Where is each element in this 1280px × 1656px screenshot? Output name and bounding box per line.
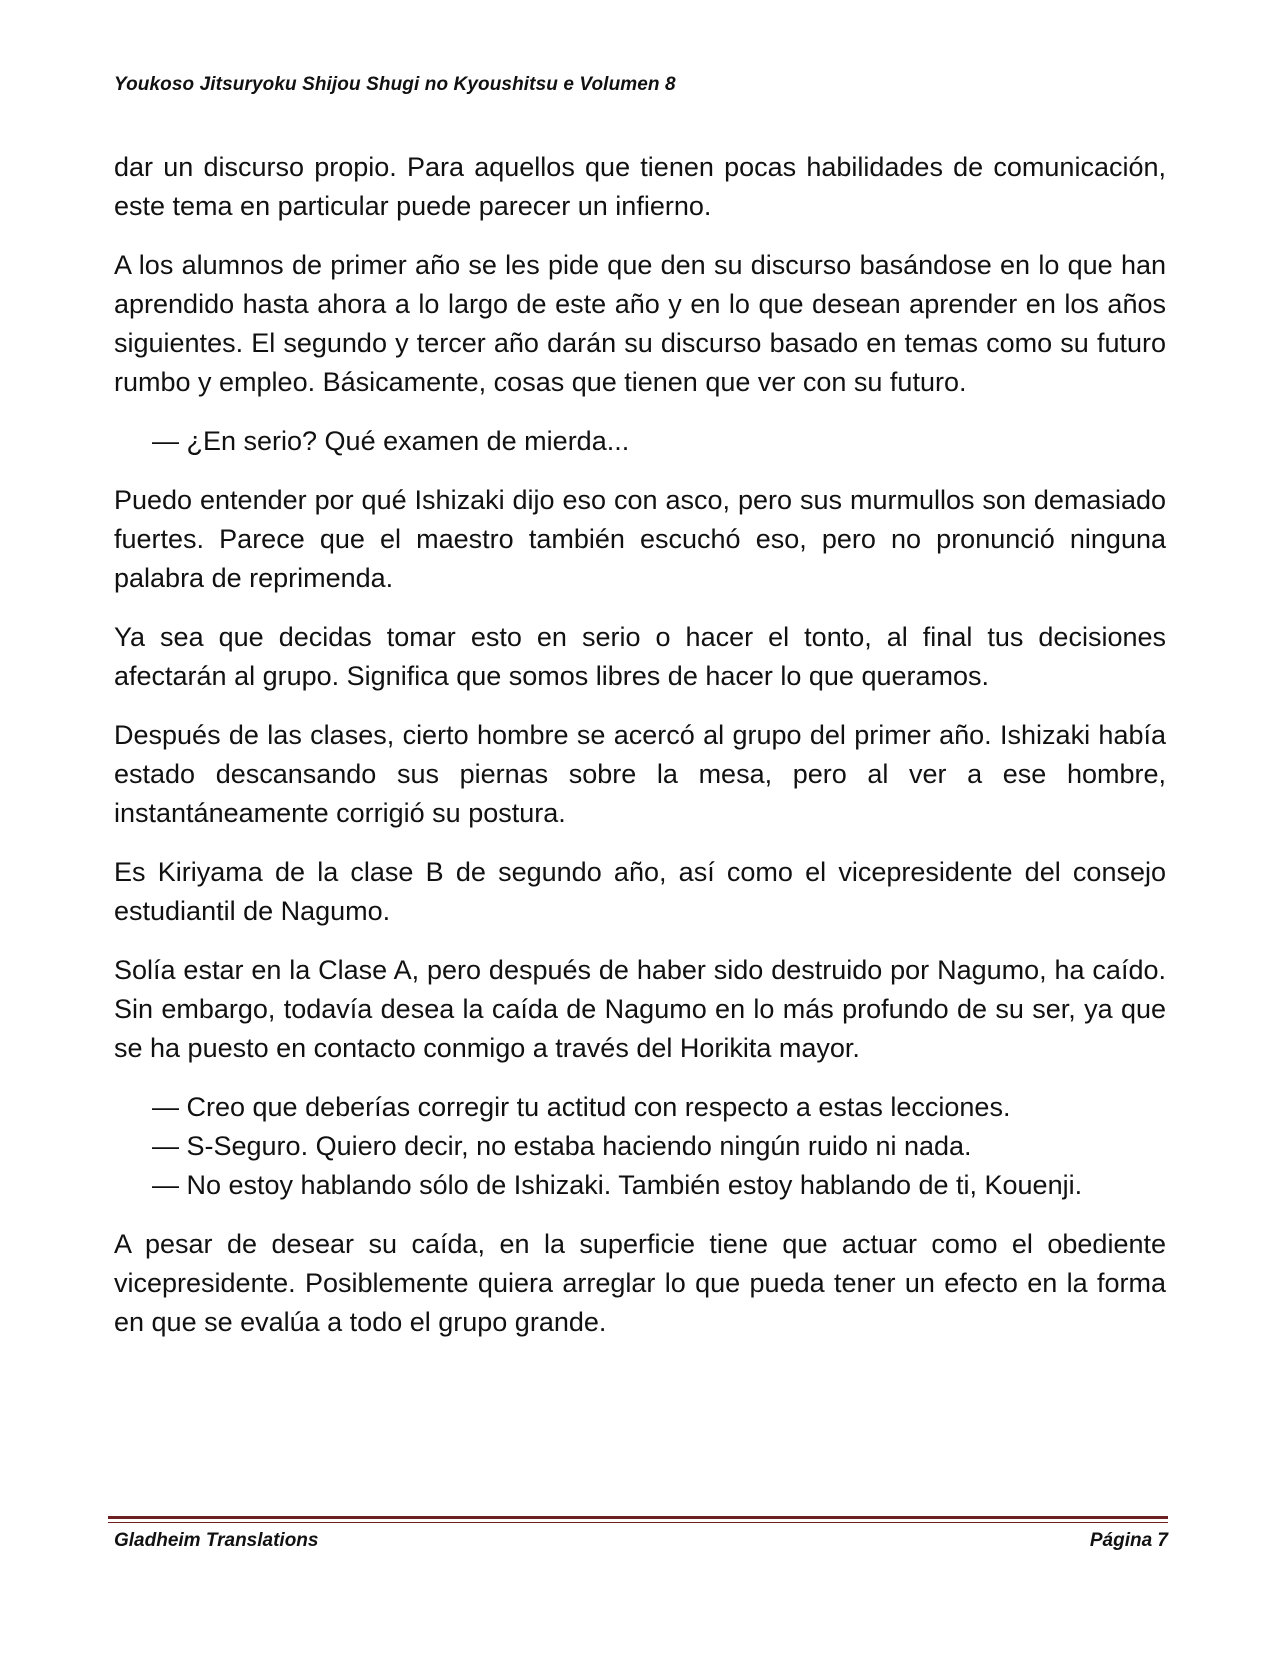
dialogue-line-2: — Creo que deberías corregir tu actitud con respecto a estas lecciones. — [152, 1092, 1011, 1122]
dialogue-group-2 — [114, 1088, 1166, 1205]
dialogue-line-4: — No estoy hablando sólo de Ishizaki. También estoy hablando de ti, Kouenji. — [152, 1170, 1083, 1200]
page-header-title: Youkoso Jitsuryoku Shijou Shugi no Kyoushitsu e Volumen 8 — [114, 74, 676, 95]
footer-divider — [108, 1516, 1168, 1523]
dialogue-line-3: — S-Seguro. Quiero decir, no estaba haciendo ningún ruido ni nada. — [152, 1131, 972, 1161]
dialogue-group-1 — [114, 422, 1166, 461]
paragraph-1: dar un discurso propio. Para aquellos que tienen pocas habilidades de comunicación, este tema en particular puede parecer un infierno. — [114, 152, 1166, 221]
paragraph-4: Ya sea que decidas tomar esto en serio o hacer el tonto, al final tus decisiones afectarán al grupo. Significa que somos libres de hacer lo que queramos. — [114, 622, 1166, 691]
paragraph-6: Es Kiriyama de la clase B de segundo año, así como el vicepresidente del consejo estudiantil de Nagumo. — [114, 857, 1166, 926]
paragraph-3: Puedo entender por qué Ishizaki dijo eso con asco, pero sus murmullos son demasiado fuertes. Parece que el maestro también escuchó eso, pero no pronunció ninguna palabra de reprimenda. — [114, 485, 1166, 593]
footer-translator-credit: Gladheim Translations — [114, 1530, 319, 1551]
dialogue-line-1: — ¿En serio? Qué examen de mierda... — [152, 426, 630, 456]
footer-page-number: Página 7 — [1089, 1530, 1168, 1551]
paragraph-2: A los alumnos de primer año se les pide que den su discurso basándose en lo que han aprendido hasta ahora a lo largo de este año y en lo que desean aprender en los años siguientes. El segundo y tercer año darán su discurso basado en temas como su futuro rumbo y empleo. Básicamente, cosas que tienen que ver con su futuro. — [114, 250, 1166, 397]
page-body — [114, 148, 1166, 1362]
paragraph-7: Solía estar en la Clase A, pero después de haber sido destruido por Nagumo, ha caído. Sin embargo, todavía desea la caída de Nagumo en lo más profundo de su ser, ya que se ha puesto en contacto conmigo a través del Horikita mayor. — [114, 955, 1166, 1063]
paragraph-8: A pesar de desear su caída, en la superficie tiene que actuar como el obediente vicepresidente. Posiblemente quiera arreglar lo que pueda tener un efecto en la forma en que se evalúa a todo el grupo grande. — [114, 1229, 1166, 1337]
paragraph-5: Después de las clases, cierto hombre se acercó al grupo del primer año. Ishizaki había estado descansando sus piernas sobre la mesa, pero al ver a ese hombre, instantáneamente corrigió su postura. — [114, 720, 1166, 828]
